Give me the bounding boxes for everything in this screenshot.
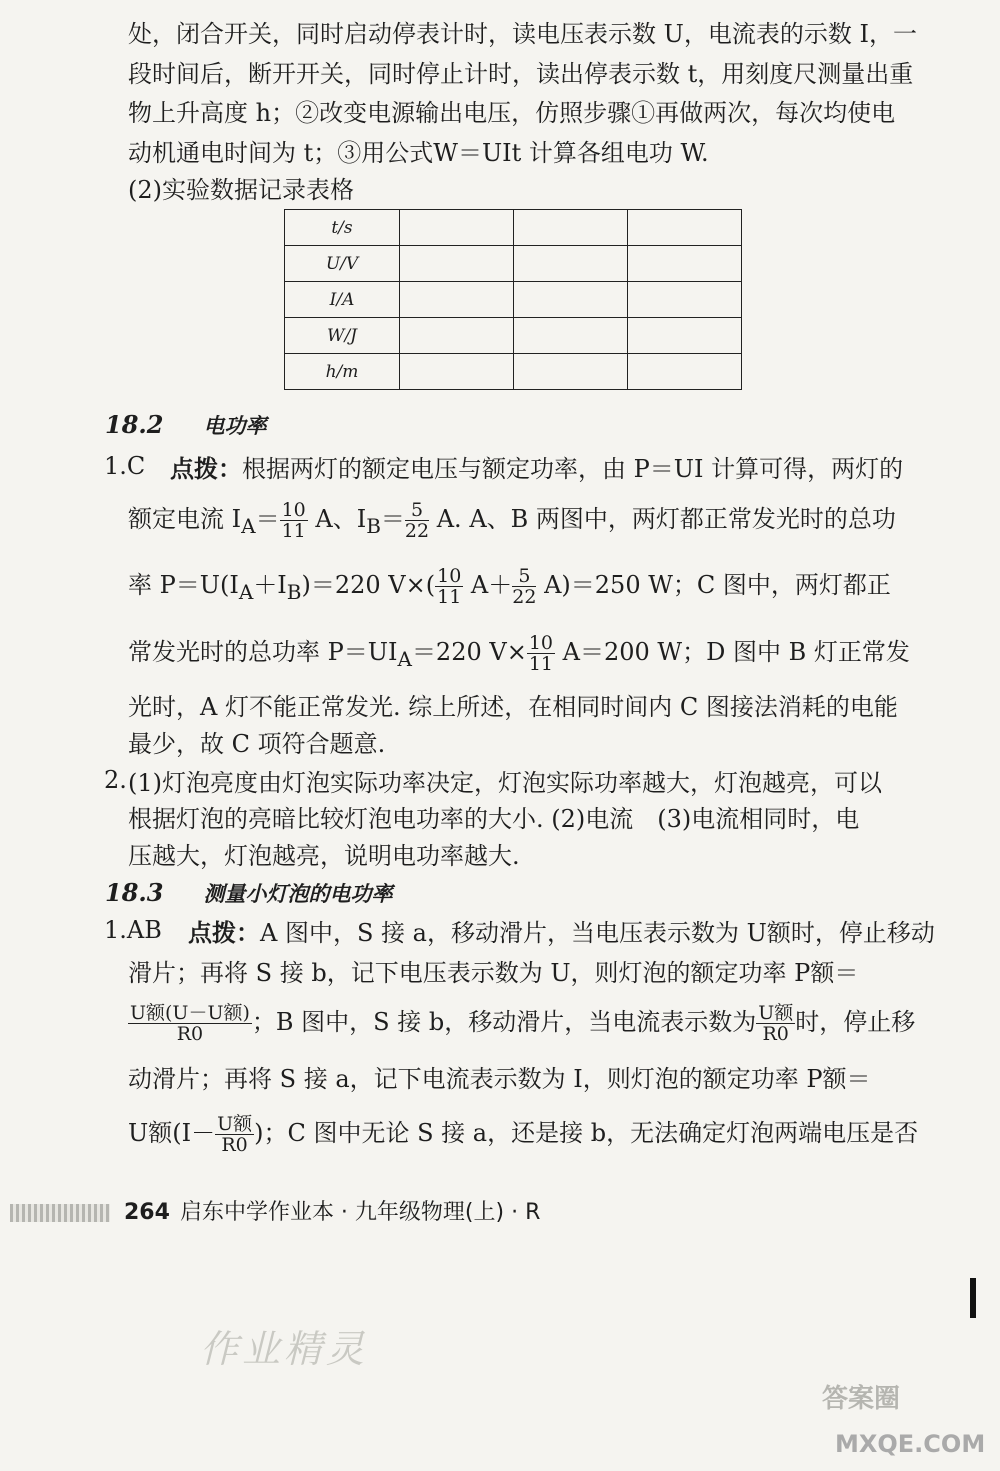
question-line: 压越大，灯泡越亮，说明电功率越大. [128, 842, 520, 870]
question-line: (1)灯泡亮度由灯泡实际功率决定，灯泡实际功率越大，灯泡越亮，可以 [128, 769, 882, 797]
fraction: $\frac{5}{22}$ [512, 565, 537, 608]
table-row [285, 318, 742, 354]
hint-label: 点拨： [170, 455, 242, 483]
question-line [170, 452, 904, 486]
table-row [285, 246, 742, 282]
question-line: 常发光时的总功率 $P=UI_A=220$ V× $\frac{10}{11}$ A＝200 W；D 图中 B 灯正常发 [128, 632, 910, 675]
question-number: 1.AB [104, 916, 162, 944]
footer-decoration [10, 1204, 110, 1222]
table-header-cell: W/J [285, 318, 400, 354]
table-row [285, 354, 742, 390]
data-table [284, 209, 742, 390]
fraction: $\frac{5}{22}$ [404, 499, 430, 542]
table-row [285, 282, 742, 318]
watermark: 作业精灵 [200, 1327, 369, 1371]
intro-line-2: 段时间后，断开开关，同时停止计时，读出停表示数 t，用刻度尺测量出重 [128, 60, 914, 88]
section-heading-18-2 [105, 410, 266, 440]
section-title: 电功率 [203, 414, 267, 438]
corner-mark [970, 1278, 976, 1318]
section-number: 18.3 [105, 878, 164, 907]
fraction: $\frac{\text{U额}}{R0}$ [758, 1002, 794, 1045]
question-line: 光时，A 灯不能正常发光. 综上所述，在相同时间内 C 图接法消耗的电能 [128, 693, 898, 721]
intro-line-4: 动机通电时间为 t；③用公式W＝UIt 计算各组电功 W. [128, 139, 709, 167]
table-header-cell: h/m [285, 354, 400, 390]
intro-line-5: (2)实验数据记录表格 [128, 176, 354, 204]
question-number: 1.C [104, 452, 146, 480]
question-line: 额定电流 $I_A=$ $\frac{10}{11}$ A、$I_B=$ $\frac{5}{22}$ A. A、B 两图中，两灯都正常发光时的总功 [128, 499, 896, 542]
section-number: 18.2 [105, 410, 164, 439]
section-heading-18-3 [105, 878, 392, 908]
intro-line-1: 处，闭合开关，同时启动停表计时，读电压表示数 U，电流表的示数 I，一 [128, 20, 917, 48]
fraction: $\frac{\text{U额(U－U额)}}{R0}$ [130, 1002, 250, 1045]
question-line: 最少，故 C 项符合题意. [128, 730, 386, 758]
table-header-cell: t/s [285, 210, 400, 246]
fraction: $\frac{\text{U额}}{R0}$ [217, 1113, 253, 1156]
fraction: $\frac{10}{11}$ [437, 565, 462, 608]
page-number: 264 [124, 1200, 170, 1225]
watermark: 答案圈 [822, 1384, 901, 1414]
fraction: $\frac{10}{11}$ [528, 632, 554, 675]
question-number: 2. [104, 766, 127, 794]
question-line: 根据灯泡的亮暗比较灯泡电功率的大小. (2)电流 (3)电流相同时，电 [128, 805, 860, 833]
book-title: 启东中学作业本 · 九年级物理(上) · R [179, 1200, 541, 1225]
table-row [285, 210, 742, 246]
page-footer [10, 1195, 540, 1226]
question-line: 点拨：A 图中，S 接 a，移动滑片，当电压表示数为 U额时，停止移动 [188, 919, 935, 947]
table-header-cell: U/V [285, 246, 400, 282]
watermark: MXQE.COM [835, 1430, 986, 1458]
section-title: 测量小灯泡的电功率 [203, 882, 393, 906]
intro-line-3: 物上升高度 h；②改变电源输出电压，仿照步骤①再做两次，每次均使电 [128, 99, 896, 127]
hint-label: 点拨： [188, 919, 260, 947]
table-header-cell: I/A [285, 282, 400, 318]
question-line: U额(I－ $\frac{\text{U额}}{R0}$ )；C 图中无论 S 接 a，还是接 b，无法确定灯泡两端电压是否 [128, 1113, 919, 1156]
fraction: $\frac{10}{11}$ [281, 499, 306, 542]
question-line: 动滑片；再将 S 接 a，记下电流表示数为 I，则灯泡的额定功率 P额＝ [128, 1065, 871, 1093]
question-line: $\frac{\text{U额(U－U额)}}{R0}$ ；B 图中，S 接 b，移动滑片，当电流表示数为 $\frac{\text{U额}}{R0}$ 时，停止移 [130, 1002, 916, 1045]
question-line: 率 $P=U(I_A+I_B)=220$ V×( $\frac{10}{11}$ A＋ $\frac{5}{22}$ A)＝250 W；C 图中，两灯都正 [128, 565, 891, 608]
hint-text: 根据两灯的额定电压与额定功率，由 P＝UI 计算可得，两灯的 [242, 455, 904, 483]
question-line: 滑片；再将 S 接 b，记下电压表示数为 U，则灯泡的额定功率 P额＝ [128, 959, 859, 987]
